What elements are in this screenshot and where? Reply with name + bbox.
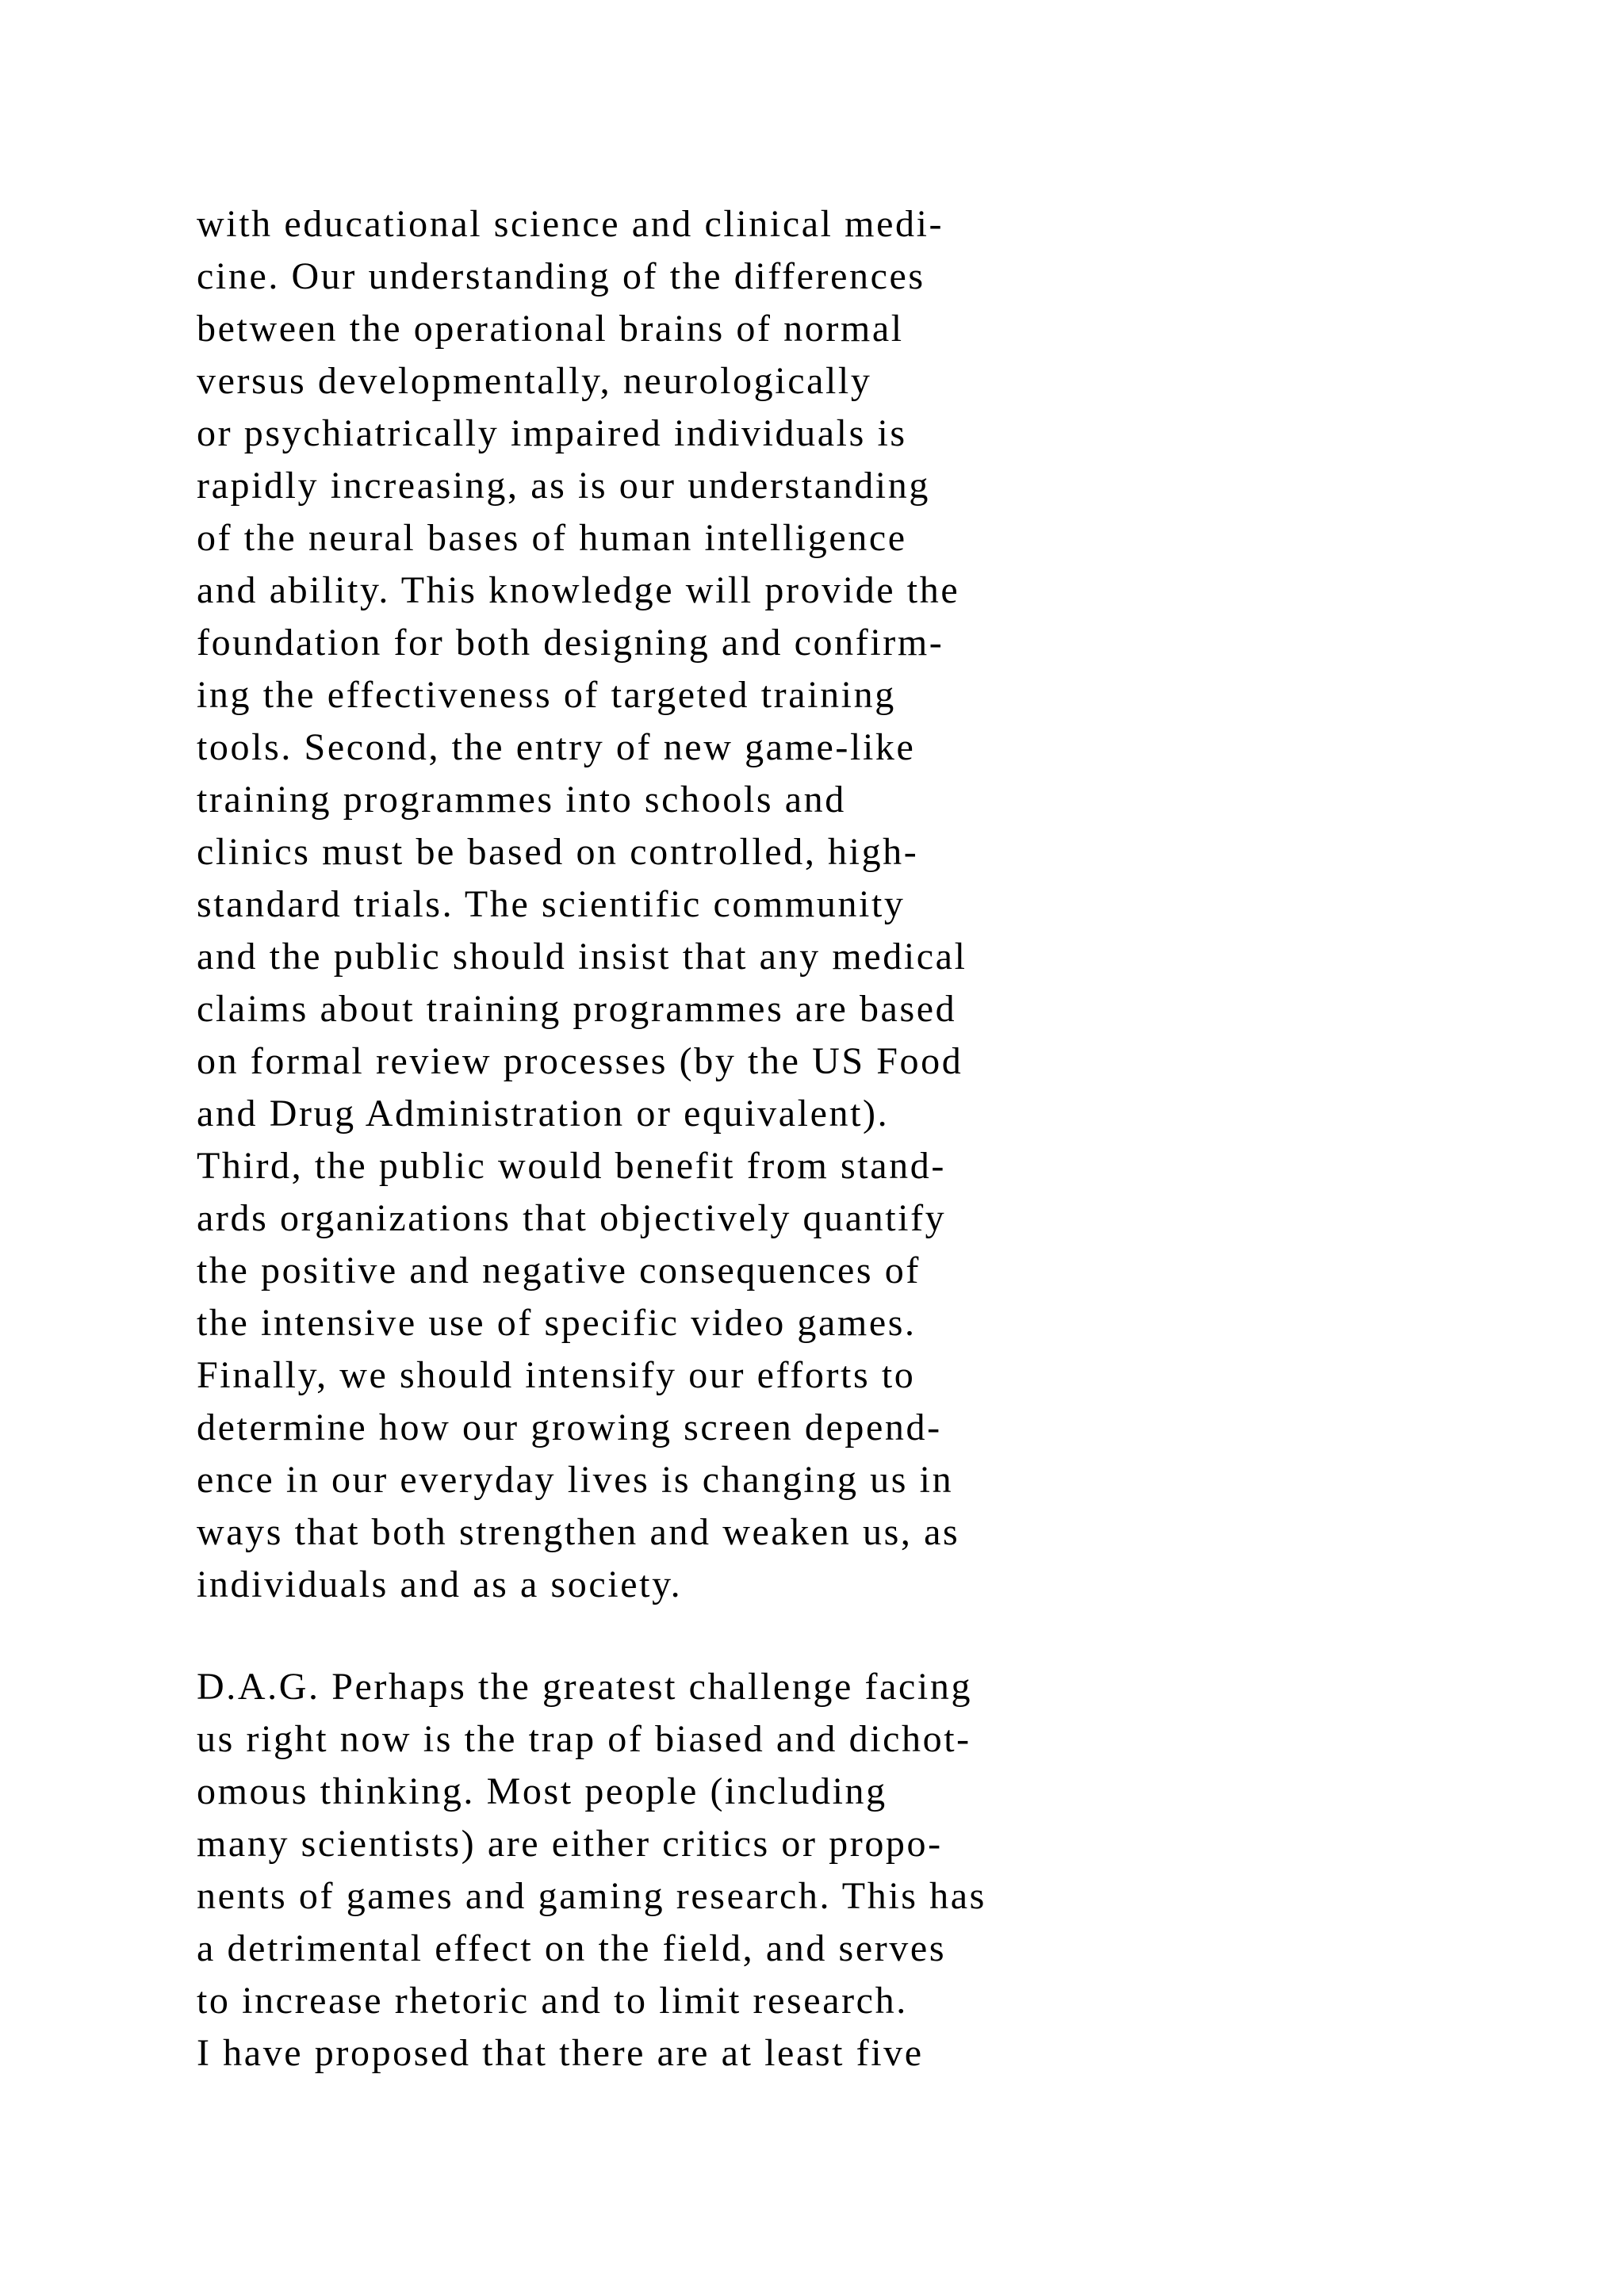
text-line: versus developmentally, neurologically <box>197 360 872 402</box>
text-line: to increase rhetoric and to limit research. <box>197 1980 908 2022</box>
text-line: I have proposed that there are at least five <box>197 2032 924 2074</box>
text-line: D.A.G. Perhaps the greatest challenge facing <box>197 1666 973 1708</box>
text-line: us right now is the trap of biased and dichot- <box>197 1718 971 1760</box>
paragraph-1 <box>197 198 1545 1611</box>
text-line: standard trials. The scientific community <box>197 883 906 925</box>
text-line: individuals and as a society. <box>197 1563 683 1605</box>
text-line: the positive and negative consequences of <box>197 1249 921 1292</box>
text-line: or psychiatrically impaired individuals is <box>197 412 907 454</box>
text-line: and the public should insist that any medical <box>197 936 967 978</box>
text-line: Finally, we should intensify our efforts to <box>197 1354 916 1396</box>
text-line: ing the effectiveness of targeted training <box>197 674 896 716</box>
text-line: training programmes into schools and <box>197 779 846 821</box>
text-line: clinics must be based on controlled, high- <box>197 831 919 873</box>
text-line: omous thinking. Most people (including <box>197 1770 887 1812</box>
text-line: and ability. This knowledge will provide the <box>197 569 960 611</box>
text-line: determine how our growing screen depend- <box>197 1406 942 1448</box>
text-line: tools. Second, the entry of new game-like <box>197 726 916 768</box>
text-line: between the operational brains of normal <box>197 308 904 350</box>
text-line: with educational science and clinical medi- <box>197 203 944 245</box>
text-line: foundation for both designing and confirm- <box>197 622 944 664</box>
text-line: ence in our everyday lives is changing us in <box>197 1459 954 1501</box>
text-line: rapidly increasing, as is our understanding <box>197 465 930 507</box>
text-line: Third, the public would benefit from stand- <box>197 1145 946 1187</box>
text-line: on formal review processes (by the US Food <box>197 1040 963 1082</box>
text-line: ways that both strengthen and weaken us, as <box>197 1511 960 1553</box>
text-line: cine. Our understanding of the differences <box>197 255 925 297</box>
text-line: many scientists) are either critics or propo- <box>197 1823 943 1865</box>
text-line: ards organizations that objectively quantify <box>197 1197 947 1239</box>
text-line: claims about training programmes are based <box>197 988 957 1030</box>
text-line: the intensive use of specific video games. <box>197 1302 917 1344</box>
text-line: and Drug Administration or equivalent). <box>197 1093 890 1135</box>
text-line: a detrimental effect on the field, and serves <box>197 1927 947 1969</box>
text-line: nents of games and gaming research. This has <box>197 1875 986 1917</box>
paragraph-2 <box>197 1661 1545 2080</box>
text-line: of the neural bases of human intelligence <box>197 517 907 559</box>
